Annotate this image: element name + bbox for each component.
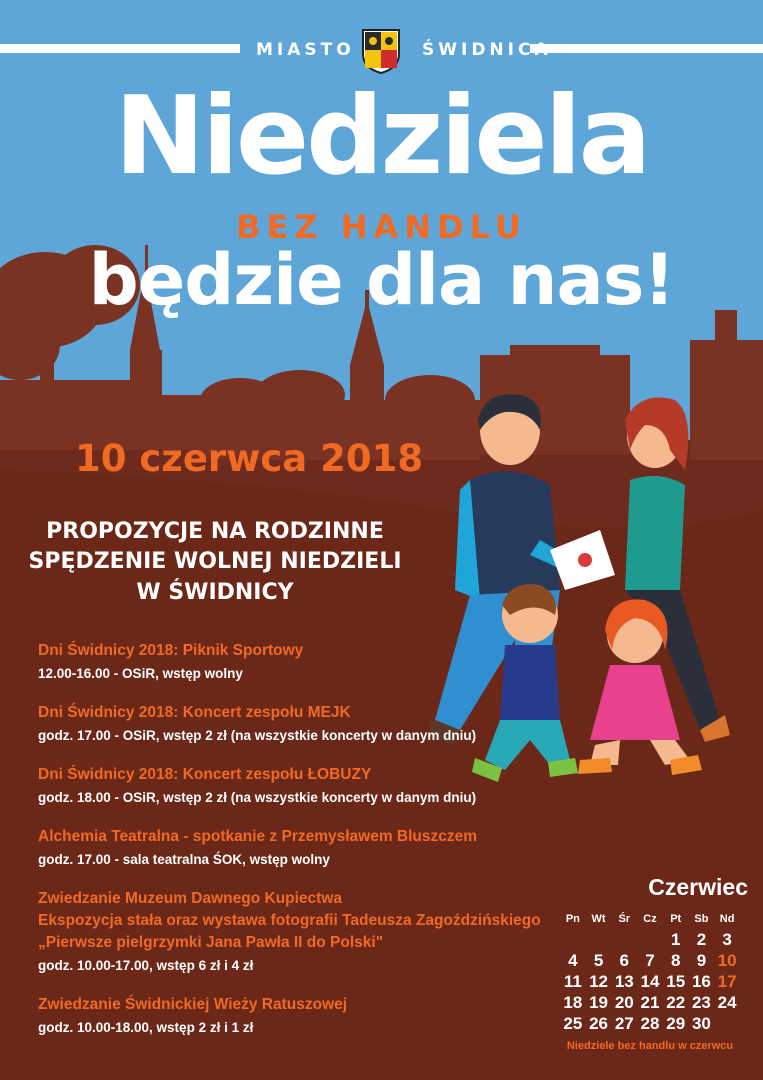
calendar-day: 12: [589, 972, 609, 991]
event-item: [38, 888, 578, 976]
title-line-2: BEZ HANDLU: [236, 208, 527, 246]
title-line-3: będzie dla nas!: [88, 239, 675, 321]
event-detail: godz. 17.00 - OSiR, wstęp 2 zł (na wszystkie koncerty w danym dniu): [38, 728, 477, 743]
calendar-day: [586, 929, 612, 950]
event-item: [38, 764, 578, 808]
calendar-day: 3: [722, 930, 732, 949]
calendar-day: [714, 1013, 740, 1034]
subtitle-line: SPĘDZENIE WOLNEJ NIEDZIELI: [28, 549, 402, 575]
event-subtitle: „Pierwsze pielgrzymki Jana Pawła II do Polski": [38, 934, 384, 951]
header-line-right: [530, 44, 763, 53]
calendar-day: 29: [666, 1014, 686, 1033]
calendar-day: 10: [717, 951, 737, 970]
calendar-day: [560, 929, 586, 950]
calendar: [560, 874, 748, 1052]
event-detail: 12.00-16.00 - OSiR, wstęp wolny: [38, 666, 243, 681]
city-crest-logo: [361, 28, 401, 74]
calendar-day: 15: [666, 972, 686, 991]
header-city-right: ŚWIDNICA: [422, 40, 552, 60]
event-detail: godz. 10.00-18.00, wstęp 2 zł i 1 zł: [38, 1020, 254, 1035]
calendar-weekday: Wt: [591, 913, 606, 925]
calendar-day: 18: [563, 993, 583, 1012]
calendar-month: Czerwiec: [648, 874, 748, 900]
subtitle-line: W ŚWIDNICY: [136, 579, 294, 605]
calendar-day: 11: [563, 972, 582, 991]
event-detail: godz. 18.00 - OSiR, wstęp 2 zł (na wszystkie koncerty w danym dniu): [38, 790, 477, 805]
calendar-day: 6: [619, 951, 630, 970]
event-title: Zwiedzanie Świdnickiej Wieży Ratuszowej: [38, 996, 348, 1013]
event-date: 10 czerwca 2018: [75, 437, 424, 480]
calendar-day: 1: [670, 930, 681, 949]
calendar-day: 24: [717, 993, 737, 1012]
calendar-day: 13: [614, 972, 634, 991]
event-item: [38, 640, 578, 684]
calendar-day: [637, 929, 663, 950]
calendar-day: 25: [563, 1014, 583, 1033]
calendar-day: 16: [691, 972, 711, 991]
calendar-day: 26: [589, 1014, 609, 1033]
calendar-day: 2: [696, 930, 707, 949]
calendar-day: 14: [640, 972, 660, 991]
calendar-day: 28: [640, 1014, 660, 1033]
event-title: Dni Świdnicy 2018: Piknik Sportowy: [38, 642, 304, 659]
event-detail: godz. 10.00-17.00, wstęp 6 zł i 4 zł: [38, 958, 254, 973]
calendar-day: 30: [691, 1014, 711, 1033]
event-detail: godz. 17.00 - sala teatralna ŚOK, wstęp wolny: [38, 852, 330, 867]
event-title: Dni Świdnicy 2018: Koncert zespołu ŁOBUZY: [38, 766, 372, 783]
calendar-weekday: Cz: [643, 913, 657, 925]
event-title: Alchemia Teatralna - spotkanie z Przemysławem Bluszczem: [38, 828, 478, 845]
calendar-day: 5: [593, 951, 604, 970]
subtitle-line: PROPOZYCJE NA RODZINNE: [46, 519, 384, 544]
event-item: [38, 702, 578, 746]
header-line-left: [0, 44, 240, 53]
calendar-day: [611, 929, 637, 950]
calendar-day: 9: [696, 951, 707, 970]
calendar-day: 4: [568, 951, 578, 970]
calendar-day: 23: [691, 993, 711, 1012]
calendar-day: 21: [640, 993, 660, 1012]
calendar-weekday: Pn: [565, 913, 580, 925]
calendar-day: 20: [614, 993, 634, 1012]
calendar-weekday: Sb: [694, 913, 709, 925]
event-item: [38, 994, 578, 1038]
calendar-note: Niedziele bez handlu w czerwcu: [566, 1040, 734, 1052]
calendar-day: 19: [589, 993, 609, 1012]
calendar-day: 22: [666, 993, 686, 1012]
calendar-day: 8: [670, 951, 681, 970]
event-subtitle: Ekspozycja stała oraz wystawa fotografii Tadeusza Zagoździńskiego: [38, 912, 541, 929]
calendar-weekday: Nd: [719, 913, 735, 925]
event-title: Zwiedzanie Muzeum Dawnego Kupiectwa: [38, 890, 343, 907]
header-city-left: MIASTO: [256, 40, 355, 60]
events-list: [38, 640, 578, 1056]
calendar-weekday: Śr: [618, 913, 631, 925]
calendar-day: 27: [614, 1014, 634, 1033]
title-line-1: Niedziela: [114, 74, 649, 199]
calendar-day: 7: [645, 951, 655, 970]
calendar-grid: [560, 909, 740, 1034]
calendar-weekday: Pt: [670, 913, 682, 925]
subtitle: [20, 517, 410, 608]
calendar-day: 17: [717, 972, 737, 991]
event-title: Dni Świdnicy 2018: Koncert zespołu MEJK: [38, 704, 351, 721]
event-item: [38, 826, 578, 870]
